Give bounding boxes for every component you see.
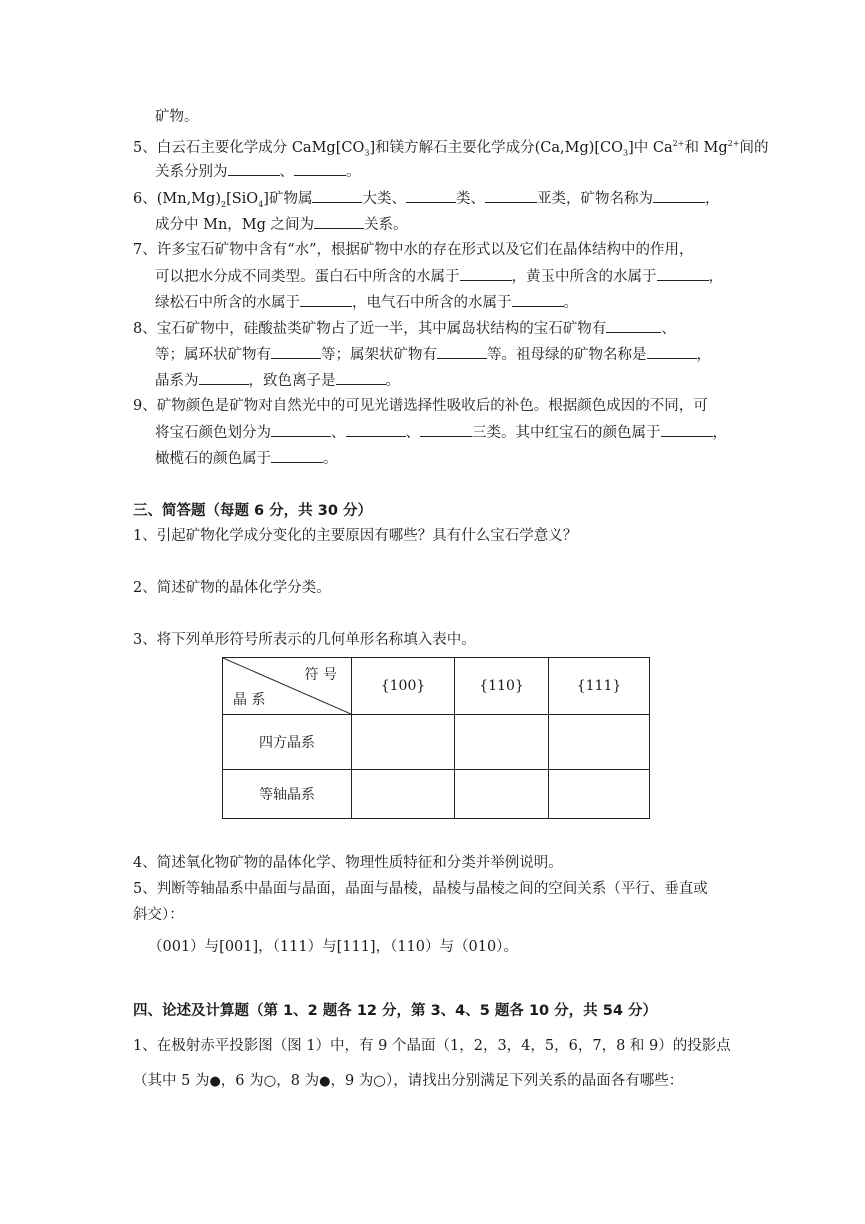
section-4-title: 四、论述及计算题（第 1、2 题各 12 分，第 3、4、5 题各 10 分，共 54 分） [133,1003,657,1019]
question-number: 5、 [133,139,157,156]
question-text: 白云石主要化学成分 CaMg[CO [156,139,365,156]
answer-blank[interactable] [228,161,280,176]
answer-blank[interactable] [294,161,346,176]
answer-blank[interactable] [437,344,487,359]
question-text: 等；属架状矿物有 [321,347,437,363]
question-6-line-2 [155,214,408,235]
answer-blank[interactable] [314,214,364,229]
question-text: 。 [563,295,578,311]
question-text: 亚类，矿物名称为 [536,191,653,207]
question-text: ，9 为○），请找出分别满足下列关系的晶面各有哪些： [330,1073,684,1089]
question-text: 矿物颜色是矿物对自然光中的可见光谱选择性吸收后的补色。根据颜色成因的不同，可 [156,398,708,414]
column-header: {110} [455,658,549,715]
question-text: 间的 [739,139,769,156]
question-text: 类、 [455,191,485,207]
question-6-line-1 [133,188,719,215]
filled-circle-icon: ● [209,1074,221,1089]
column-header: {111} [549,658,650,715]
answer-blank[interactable] [485,188,537,203]
answer-cell[interactable] [455,770,549,819]
column-header: {100} [352,658,455,715]
question-text: 成分中 Mn，Mg 之间为 [155,217,315,233]
subscript: 3 [623,148,629,158]
question-text: （其中 5 为 [133,1073,210,1089]
table-corner-cell [223,658,352,715]
question-text: [SiO [226,191,259,207]
table-header-row [223,658,650,715]
question-text: ， [708,269,723,285]
question-text: 绿松石中所含的水属于 [155,295,300,311]
answer-cell[interactable] [352,715,455,770]
question-9-line-3 [155,448,338,469]
question-number: 7、 [133,242,157,258]
question-text: 可以把水分成不同类型。蛋白石中所含的水属于 [155,269,460,285]
question-5-line-1 [133,134,769,164]
question-text: ]中 Ca [628,139,673,156]
question-7-line-1 [133,240,694,260]
filled-circle-icon: ● [319,1074,331,1089]
answer-cell[interactable] [455,715,549,770]
answer-cell[interactable] [549,770,650,819]
section-3-question-4: 4、简述氧化物矿物的晶体化学、物理性质特征和分类并举例说明。 [133,855,563,871]
question-text: ， [696,347,711,363]
question-text: ， [704,191,720,207]
question-7-line-2 [155,266,723,287]
section-3-question-1: 1、引起矿物化学成分变化的主要原因有哪些？具有什么宝石学意义？ [133,528,578,544]
question-9-line-1 [133,396,708,416]
answer-blank[interactable] [271,422,331,437]
answer-blank[interactable] [512,292,564,307]
question-text: 、 [279,164,294,180]
question-text: 。 [323,451,338,467]
answer-blank[interactable] [271,448,323,463]
answer-blank[interactable] [406,188,456,203]
answer-blank[interactable] [300,292,352,307]
section-3-question-2: 2、简述矿物的晶体化学分类。 [133,580,331,596]
section-3-title: 三、简答题（每题 6 分，共 30 分） [133,503,372,519]
answer-blank[interactable] [460,266,512,281]
question-text: 和 Mg [684,139,728,156]
question-text: ，致色离子是 [248,373,336,389]
question-text: 、 [405,425,420,441]
question-4-tail: 矿物。 [155,109,199,125]
question-number: 9、 [133,398,157,414]
answer-blank[interactable] [271,344,321,359]
question-text: 许多宝石矿物中含有“水”，根据矿物中水的存在形式以及它们在晶体结构中的作用， [156,242,694,258]
question-8-line-2 [155,344,711,365]
answer-blank[interactable] [606,318,661,333]
question-text: (Mn,Mg) [156,191,221,207]
unit-form-table [222,657,650,819]
question-7-line-3 [155,292,578,313]
question-5-line-2 [155,161,361,182]
question-8-line-1 [133,318,676,339]
question-8-line-3 [155,370,400,391]
section-3-question-3: 3、将下列单形符号所表示的几何单形名称填入表中。 [133,632,476,648]
question-text: 。 [346,164,361,180]
question-text: 。 [385,373,400,389]
question-text: 晶系为 [155,373,199,389]
question-text: ]和镁方解石主要化学成分(Ca,Mg)[CO [369,139,624,156]
corner-label-system: 晶 系 [233,692,266,708]
question-number: 8、 [133,321,157,337]
question-text: ， [712,425,727,441]
row-header: 四方晶系 [223,715,352,770]
question-text: ，6 为○，8 为 [220,1073,320,1089]
question-text: 三类。其中红宝石的颜色属于 [472,425,661,441]
question-text: 、 [331,425,346,441]
section-3-question-5-line-3: （001）与[001]，（111）与[111]，（110）与（010）。 [148,939,518,955]
answer-blank[interactable] [657,266,709,281]
answer-blank[interactable] [346,422,406,437]
question-text: 关系分别为 [155,164,228,180]
table-row [223,715,650,770]
question-text: 大类、 [362,191,406,207]
answer-blank[interactable] [661,422,713,437]
answer-blank[interactable] [199,370,249,385]
row-header: 等轴晶系 [223,770,352,819]
answer-cell[interactable] [549,715,650,770]
question-text: 橄榄石的颜色属于 [155,451,271,467]
answer-blank[interactable] [336,370,386,385]
subscript: 2 [220,199,227,209]
question-text: 等；属环状矿物有 [155,347,271,363]
section-4-question-1-line-2 [133,1071,683,1092]
subscript: 4 [258,199,264,209]
answer-blank[interactable] [312,188,362,203]
superscript: 2+ [672,139,685,148]
question-text: ]矿物属 [263,191,313,207]
superscript: 2+ [727,139,740,148]
answer-blank[interactable] [653,188,705,203]
subscript: 3 [364,148,370,158]
answer-blank[interactable] [647,344,697,359]
table-row [223,770,650,819]
section-3-question-5-line-2: 斜交）： [133,907,184,923]
corner-label-symbol: 符 号 [304,667,337,683]
question-text: 等。祖母绿的矿物名称是 [487,347,647,363]
question-text: 关系。 [364,217,408,233]
question-9-line-2 [155,422,727,443]
answer-cell[interactable] [352,770,455,819]
answer-blank[interactable] [420,422,472,437]
question-text: ，黄玉中所含的水属于 [511,269,657,285]
section-3-question-5-line-1: 5、判断等轴晶系中晶面与晶面，晶面与晶棱，晶棱与晶棱之间的空间关系（平行、垂直或 [133,881,708,897]
question-text: 宝石矿物中，硅酸盐类矿物占了近一半，其中属岛状结构的宝石矿物有 [156,321,607,337]
section-4-question-1-line-1: 1、在极射赤平投影图（图 1）中，有 9 个晶面（1，2，3，4，5，6，7，8 和 9）的投影点 [133,1038,731,1054]
question-text: 将宝石颜色划分为 [155,425,271,441]
question-number: 6、 [133,191,157,207]
question-text: 、 [661,321,676,337]
question-text: ，电气石中所含的水属于 [352,295,512,311]
